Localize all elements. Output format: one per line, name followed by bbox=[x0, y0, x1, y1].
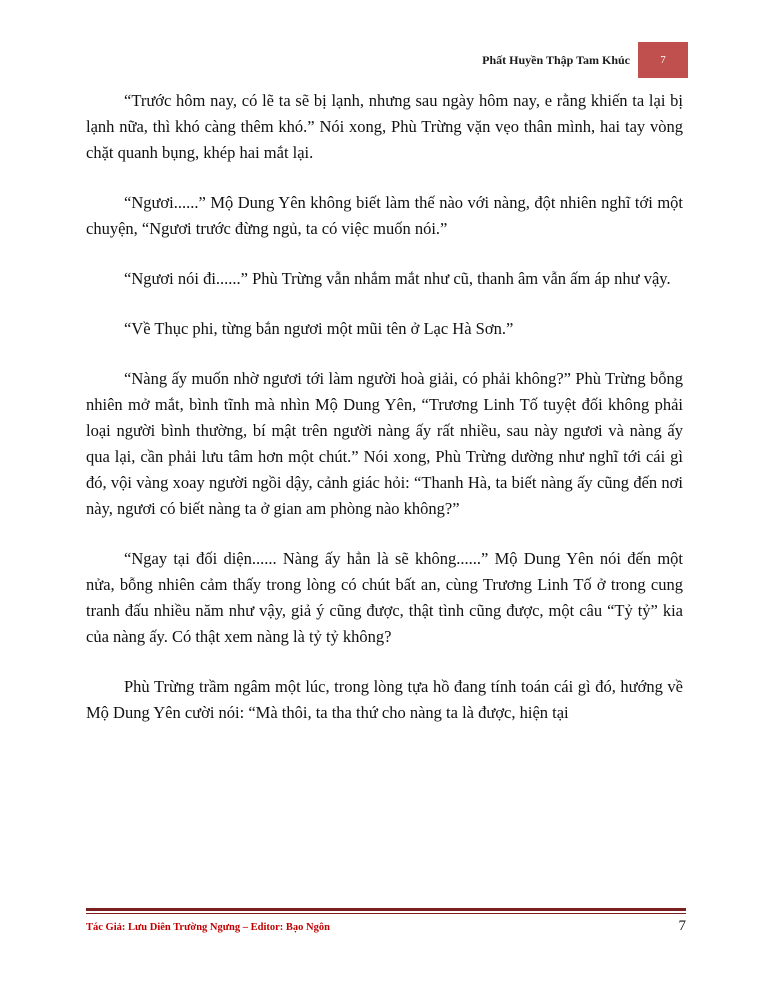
page-body bbox=[86, 88, 683, 750]
paragraph: “Ngươi nói đi......” Phù Trừng vẫn nhắm mắt như cũ, thanh âm vẫn ấm áp như vậy. bbox=[124, 269, 671, 288]
paragraph: “Trước hôm nay, có lẽ ta sẽ bị lạnh, nhưng sau ngày hôm nay, e rằng khiến ta lại bị lạnh nữa, thì khó càng thêm khó.” Nói xong, Phù Trừng vặn vẹo thân mình, hai tay vòng chặt quanh bụng, khép hai mắt lại. bbox=[86, 91, 683, 162]
paragraph: Phù Trừng trầm ngâm một lúc, trong lòng tựa hồ đang tính toán cái gì đó, hướng về Mộ Dung Yên cười nói: “Mà thôi, ta tha thứ cho nàng ta là được, hiện tại bbox=[86, 677, 683, 722]
book-title: Phất Huyền Thập Tam Khúc bbox=[482, 53, 630, 67]
paragraph: “Về Thục phi, từng bắn ngươi một mũi tên ở Lạc Hà Sơn.” bbox=[124, 319, 514, 338]
paragraph: “Nàng ấy muốn nhờ ngươi tới làm người hoà giải, có phải không?” Phù Trừng bỗng nhiên mở mắt, bình tĩnh mà nhìn Mộ Dung Yên, “Trương Linh Tố tuyệt đối không phải loại người bình thường, bí mật trên người nàng ấy rất nhiều, sau này ngươi và nàng ấy qua lại, cần phải lưu tâm hơn một chút.” Nói xong, Phù Trừng dường như nghĩ tới cái gì đó, vội vàng xoay người ngồi dậy, cảnh giác hỏi: “Thanh Hà, ta biết nàng ấy cũng đến nơi này, ngươi có biết nàng ta ở gian am phòng nào không?” bbox=[86, 369, 683, 518]
header-page-number: 7 bbox=[638, 42, 688, 78]
paragraph: “Ngươi......” Mộ Dung Yên không biết làm thế nào với nàng, đột nhiên nghĩ tới một chuyện, “Ngươi trước đừng ngủ, ta có việc muốn nói.” bbox=[86, 193, 683, 238]
footer-author-credit: Tác Giả: Lưu Diên Trường Ngưng – Editor: Bạo Ngôn bbox=[86, 922, 330, 933]
paragraph: “Ngay tại đối diện...... Nàng ấy hẳn là sẽ không......” Mộ Dung Yên nói đến một nửa, bỗng nhiên cảm thấy trong lòng có chút bất an, cùng Trương Linh Tố ở trong cung tranh đấu nhiều năm như vậy, giả ý cũng được, thật tình cũng được, một câu “Tỷ tỷ” kia của nàng ấy. Có thật xem nàng là tỷ tỷ không? bbox=[86, 549, 683, 646]
footer-rule-thin bbox=[86, 913, 686, 914]
footer-page-number: 7 bbox=[678, 918, 686, 934]
footer-rule-thick bbox=[86, 908, 686, 911]
